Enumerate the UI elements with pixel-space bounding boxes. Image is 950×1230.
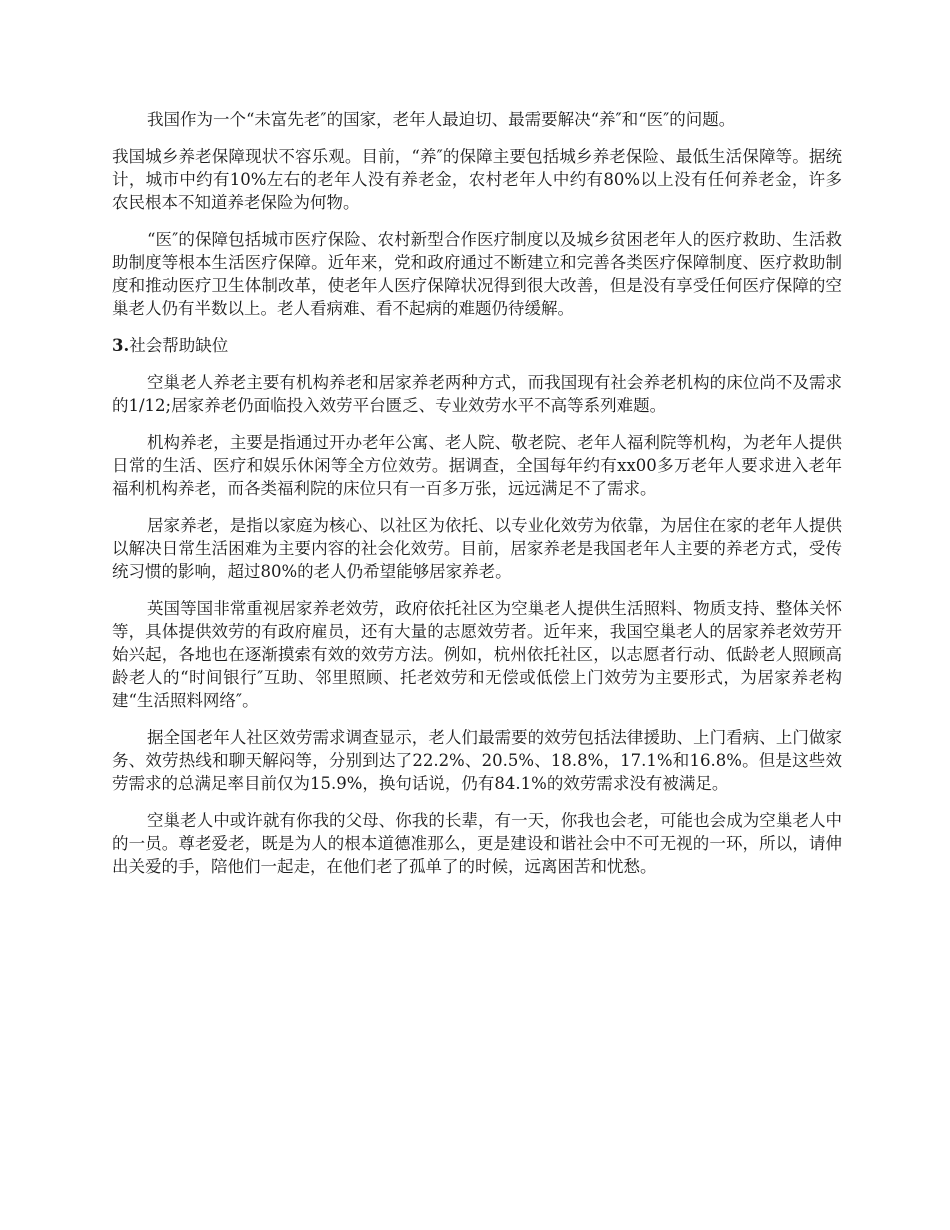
paragraph-medical-security: “医″的保障包括城市医疗保险、农村新型合作医疗制度以及城乡贫困老年人的医疗救助、生活救助制度等根本生活医疗保障。近年来，党和政府通过不断建立和完善各类医疗保障制度、医疗救助制度和推动医疗卫生体制改革，使老年人医疗保障状况得到很大改善，但是没有享受任何医疗保障的空巢老人仍有半数以上。老人看病难、看不起病的难题仍待缓解。 [112, 230, 842, 318]
paragraph-survey: 据全国老年人社区效劳需求调查显示，老人们最需要的效劳包括法律援助、上门看病、上门做家务、效劳热线和聊天解闷等，分别到达了22.2%、20.5%、18.8%，17.1%和16.8%。但是这些效劳需求的总满足率目前仅为15.9%，换句话说，仍有84.1%的效劳需求没有被满足。 [112, 728, 842, 793]
section-title: 社会帮助缺位 [129, 336, 229, 355]
section-number: 3. [112, 336, 130, 355]
section-heading [112, 334, 842, 357]
paragraph-pension-status: 我国城乡养老保障现状不容乐观。目前，“养″的保障主要包括城乡养老保险、最低生活保障等。据统计，城市中约有10%左右的老年人没有养老金，农村老年人中约有80%以上没有任何养老金，许多农民根本不知道养老保险为何物。 [112, 147, 842, 212]
paragraph-intro: 我国作为一个“未富先老″的国家，老年人最迫切、最需要解决“养″和“医″的问题。 [147, 110, 736, 129]
paragraph-institutional-care: 机构养老，主要是指通过开办老年公寓、老人院、敬老院、老年人福利院等机构，为老年人提供日常的生活、医疗和娱乐休闲等全方位效劳。据调查，全国每年约有xx00多万老年人要求进入老年福利机构养老，而各类福利院的床位只有一百多万张，远远满足不了需求。 [112, 433, 842, 498]
paragraph-conclusion: 空巢老人中或许就有你我的父母、你我的长辈，有一天，你我也会老，可能也会成为空巢老人中的一员。尊老爱老，既是为人的根本道德准那么，更是建设和谐社会中不可无视的一环，所以，请伸出关爱的手，陪他们一起走，在他们老了孤单了的时候，远离困苦和忧愁。 [112, 811, 842, 876]
paragraph-care-modes: 空巢老人养老主要有机构养老和居家养老两种方式，而我国现有社会养老机构的床位尚不及需求的1/12;居家养老仍面临投入效劳平台匮乏、专业效劳水平不高等系列难题。 [112, 373, 842, 415]
paragraph-home-care: 居家养老，是指以家庭为核心、以社区为依托、以专业化效劳为依靠，为居住在家的老年人提供以解决日常生活困难为主要内容的社会化效劳。目前，居家养老是我国老年人主要的养老方式，受传统习惯的影响，超过80%的老人仍希望能够居家养老。 [112, 516, 842, 581]
document-page [112, 108, 842, 892]
paragraph-uk-example: 英国等国非常重视居家养老效劳，政府依托社区为空巢老人提供生活照料、物质支持、整体关怀等，具体提供效劳的有政府雇员，还有大量的志愿效劳者。近年来，我国空巢老人的居家养老效劳开始兴起，各地也在逐渐摸索有效的效劳方法。例如，杭州依托社区，以志愿者行动、低龄老人照顾高龄老人的“时间银行″互助、邻里照顾、托老效劳和无偿或低偿上门效劳为主要形式，为居家养老构建“生活照料网络″。 [112, 599, 842, 710]
